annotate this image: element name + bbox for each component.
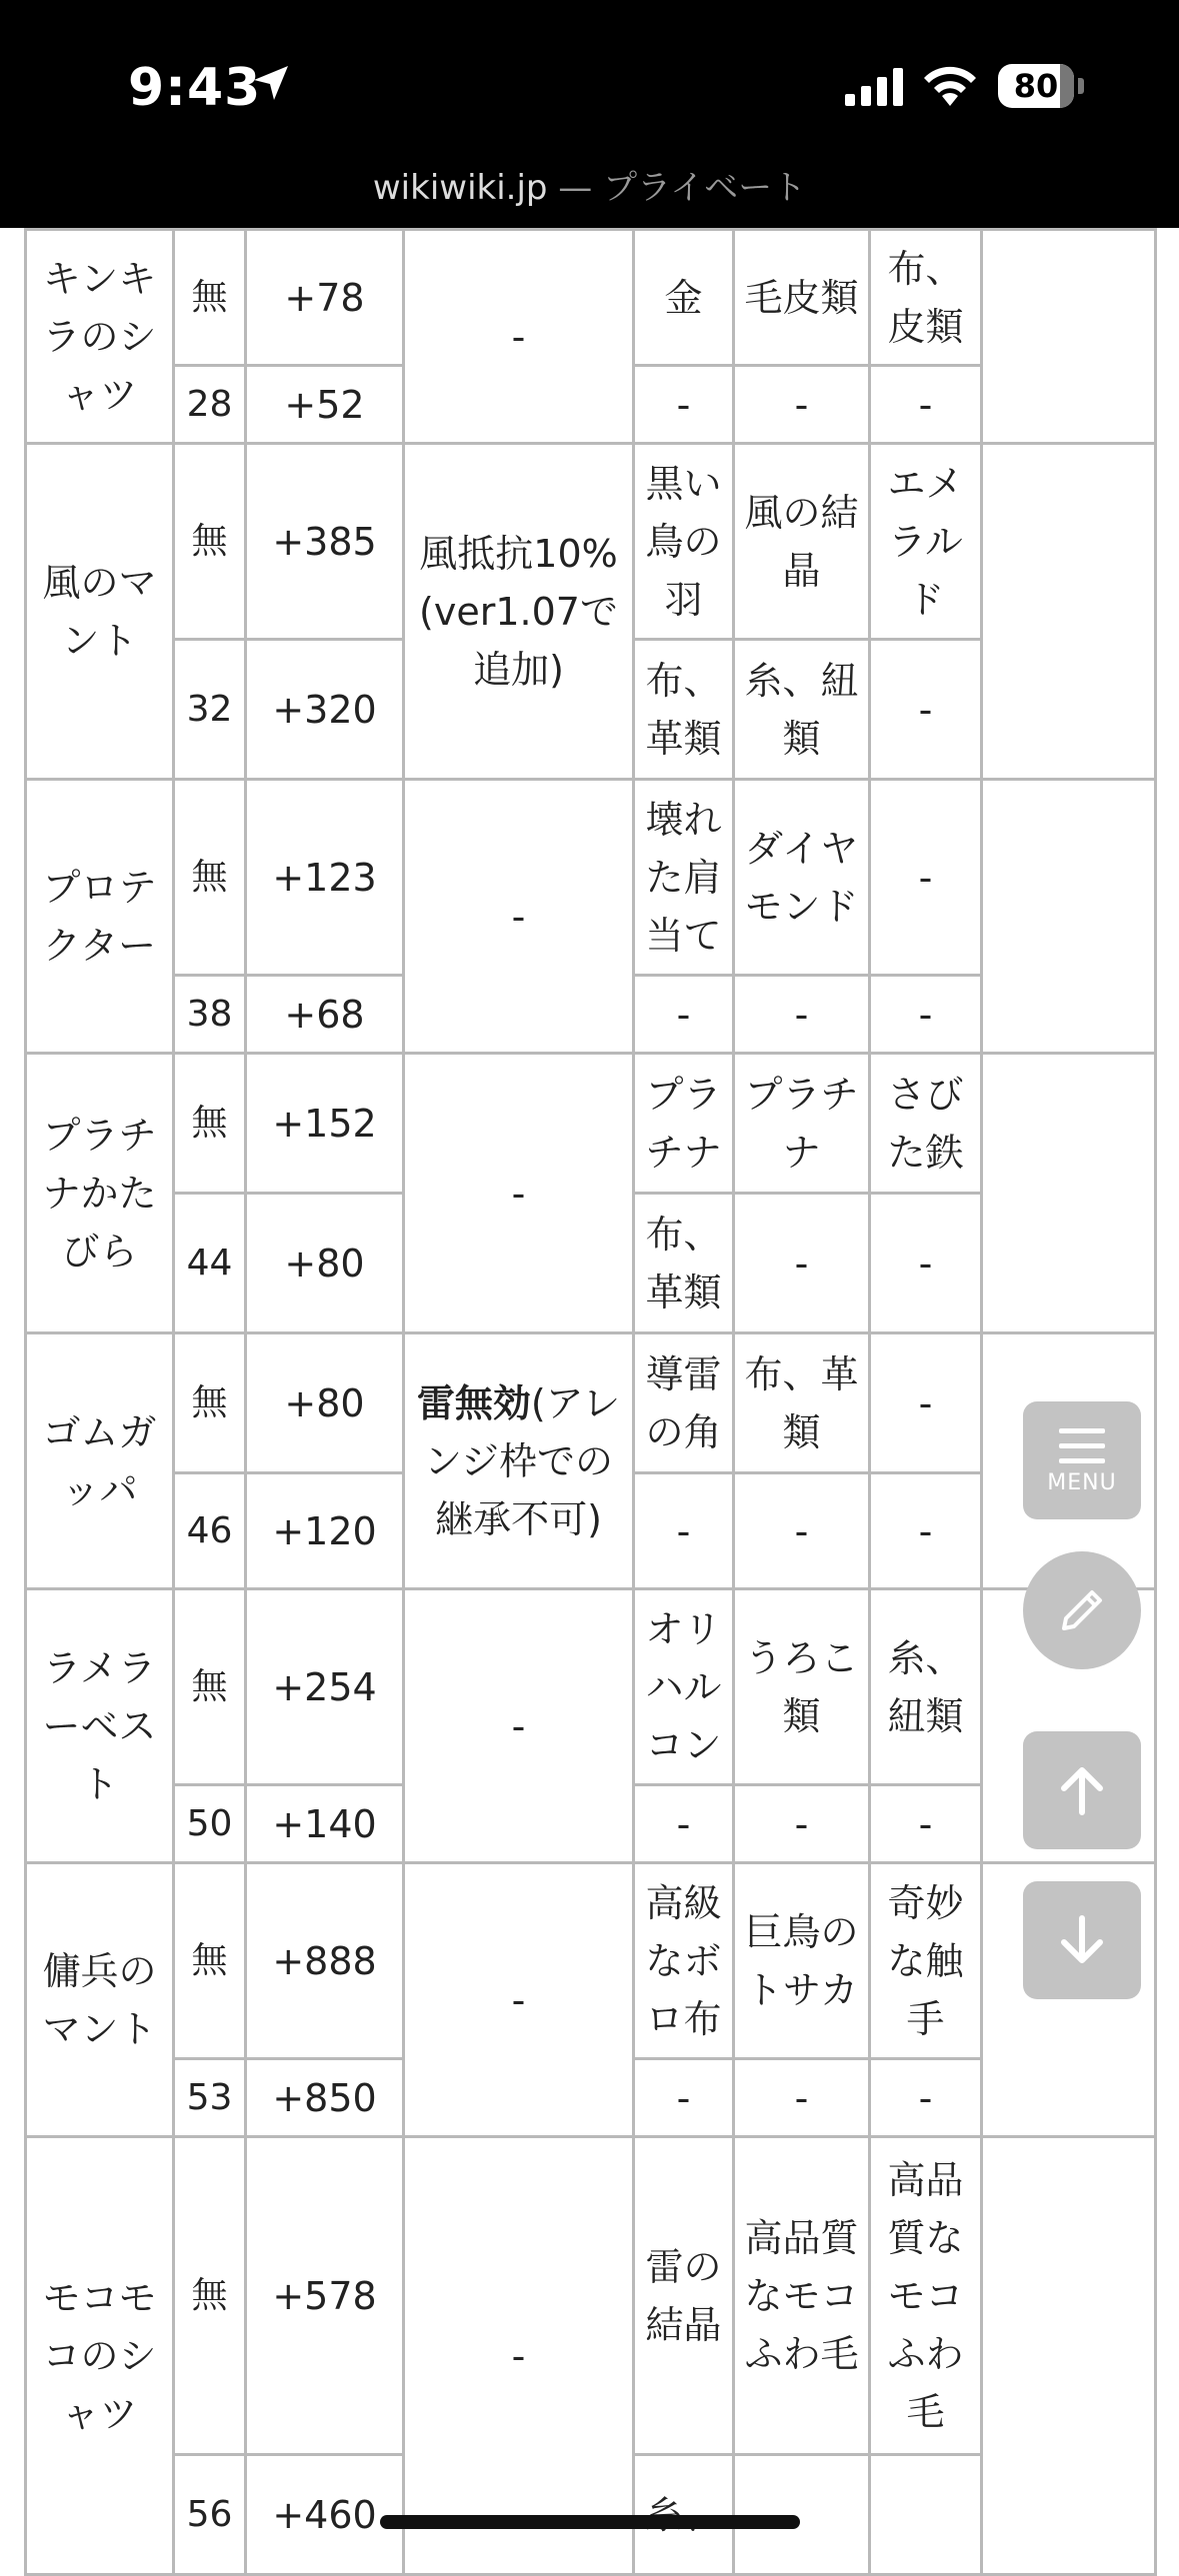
effect-text: (アレンジ枠での継承不可) — [423, 1380, 621, 1541]
material-cell: - — [870, 2059, 982, 2137]
scroll-down-button[interactable] — [1023, 1881, 1141, 1999]
battery-icon — [998, 64, 1074, 108]
material-cell: ダイヤモンド — [734, 780, 870, 976]
menu-label: MENU — [1047, 1469, 1117, 1495]
lock-value-cell: +385 — [246, 444, 404, 640]
material-cell: 糸、紐類 — [870, 1589, 982, 1785]
item-row-top — [26, 1589, 1156, 1785]
material-cell: 黒い鳥の羽 — [634, 444, 734, 640]
level-cell: 53 — [174, 2059, 246, 2137]
status-time: 9:43 — [128, 58, 262, 118]
effect-text: - — [511, 894, 526, 939]
material-cell: - — [870, 976, 982, 1054]
item-name-cell: 傭兵のマント — [26, 1863, 174, 2137]
item-name-cell: プラチナかたびら — [26, 1054, 174, 1333]
material-cell: さびた鉄 — [870, 1054, 982, 1194]
level-value-cell: +120 — [246, 1473, 404, 1589]
material-cell: - — [634, 2059, 734, 2137]
browser-url-bar[interactable]: wikiwiki.jp — プライベート — [372, 168, 807, 208]
item-row-top — [26, 2137, 1156, 2455]
material-cell: エメラルド — [870, 444, 982, 640]
material-cell: 風の結晶 — [734, 444, 870, 640]
hamburger-icon — [1059, 1426, 1105, 1466]
private-mode-label: プライベート — [603, 168, 807, 208]
lock-value-cell: +152 — [246, 1054, 404, 1194]
url-domain: wikiwiki.jp — [372, 168, 548, 208]
item-name-cell: モコモコのシャツ — [26, 2137, 174, 2575]
item-row-top — [26, 1333, 1156, 1473]
lock-value-cell: +888 — [246, 1863, 404, 2059]
material-cell: - — [734, 1194, 870, 1333]
level-cell: 56 — [174, 2455, 246, 2575]
level-value-cell: +140 — [246, 1785, 404, 1863]
effect-cell — [404, 1589, 634, 1863]
lock-cell: 無 — [174, 1333, 246, 1473]
material-cell: - — [870, 1785, 982, 1863]
level-cell: 46 — [174, 1473, 246, 1589]
effect-bold-text: 雷無効 — [416, 1380, 531, 1425]
material-cell: うろこ類 — [734, 1589, 870, 1785]
equipment-table — [24, 228, 1157, 2576]
lock-cell: 無 — [174, 444, 246, 640]
item-row-top — [26, 780, 1156, 976]
item-name-cell: ラメラーベスト — [26, 1589, 174, 1863]
pencil-icon — [1054, 1582, 1110, 1638]
material-cell: - — [870, 1333, 982, 1473]
effect-text: - — [511, 314, 526, 359]
material-cell: 巨鳥のトサカ — [734, 1863, 870, 2059]
lock-cell: 無 — [174, 1589, 246, 1785]
effect-text: - — [511, 1977, 526, 2022]
item-row-top — [26, 230, 1156, 366]
level-cell: 38 — [174, 976, 246, 1054]
lock-cell: 無 — [174, 780, 246, 976]
material-cell: 布、革類 — [634, 640, 734, 780]
material-cell: 雷の結晶 — [634, 2137, 734, 2455]
lock-cell: 無 — [174, 1863, 246, 2059]
cellular-signal-icon — [845, 68, 905, 106]
menu-button[interactable] — [1023, 1401, 1141, 1519]
effect-cell — [404, 1054, 634, 1333]
material-cell: 導雷の角 — [634, 1333, 734, 1473]
level-cell: 28 — [174, 366, 246, 444]
material-cell: 奇妙な触手 — [870, 1863, 982, 2059]
item-name-cell: プロテクター — [26, 780, 174, 1054]
level-value-cell: +52 — [246, 366, 404, 444]
level-cell: 32 — [174, 640, 246, 780]
effect-text: - — [511, 1171, 526, 1216]
effect-cell — [404, 1333, 634, 1589]
lock-cell: 無 — [174, 230, 246, 366]
effect-text: - — [511, 1703, 526, 1748]
item-row-top — [26, 1054, 1156, 1194]
lock-value-cell: +578 — [246, 2137, 404, 2455]
item-row-top — [26, 444, 1156, 640]
material-cell: オリハルコン — [634, 1589, 734, 1785]
edit-button[interactable] — [1023, 1551, 1141, 1669]
blank-cell — [982, 230, 1156, 444]
effect-cell — [404, 230, 634, 444]
material-cell: 布、革類 — [634, 1194, 734, 1333]
lock-value-cell: +254 — [246, 1589, 404, 1785]
blank-cell — [982, 2137, 1156, 2575]
item-name-cell: キンキラのシャツ — [26, 230, 174, 444]
effect-text: 風抵抗10%(ver1.07で追加) — [419, 531, 618, 692]
level-cell: 44 — [174, 1194, 246, 1333]
arrow-down-icon — [1058, 1914, 1106, 1966]
location-arrow-icon — [250, 62, 292, 104]
blank-cell — [982, 1054, 1156, 1333]
material-cell: 高品質なモコふわ毛 — [734, 2137, 870, 2455]
material-cell: - — [870, 780, 982, 976]
material-cell: - — [870, 1194, 982, 1333]
material-cell: - — [634, 1473, 734, 1589]
effect-cell — [404, 780, 634, 1054]
lock-value-cell: +78 — [246, 230, 404, 366]
level-value-cell: +320 — [246, 640, 404, 780]
material-cell: - — [634, 366, 734, 444]
material-cell — [870, 2455, 982, 2575]
lock-value-cell: +80 — [246, 1333, 404, 1473]
material-cell: 糸、紐類 — [734, 640, 870, 780]
level-value-cell: +850 — [246, 2059, 404, 2137]
material-cell: - — [870, 366, 982, 444]
effect-cell — [404, 1863, 634, 2137]
material-cell: - — [734, 366, 870, 444]
material-cell: 金 — [634, 230, 734, 366]
material-cell: - — [734, 1473, 870, 1589]
equipment-table-body — [26, 230, 1156, 2575]
lock-value-cell: +123 — [246, 780, 404, 976]
material-cell: - — [734, 2059, 870, 2137]
material-cell: 高品質なモコふわ毛 — [870, 2137, 982, 2455]
material-cell: 布、皮類 — [870, 230, 982, 366]
material-cell: プラチナ — [734, 1054, 870, 1194]
material-cell: - — [634, 976, 734, 1054]
material-cell: 毛皮類 — [734, 230, 870, 366]
blank-cell — [982, 780, 1156, 1054]
material-cell: プラチナ — [634, 1054, 734, 1194]
level-value-cell: +460 — [246, 2455, 404, 2575]
material-cell: 高級なボロ布 — [634, 1863, 734, 2059]
level-value-cell: +80 — [246, 1194, 404, 1333]
material-cell: - — [734, 1785, 870, 1863]
level-value-cell: +68 — [246, 976, 404, 1054]
battery-level: 80 — [1013, 67, 1059, 105]
material-cell: - — [634, 1785, 734, 1863]
equipment-table-container — [24, 228, 1154, 2576]
home-indicator[interactable] — [380, 2515, 800, 2529]
scroll-up-button[interactable] — [1023, 1731, 1141, 1849]
blank-cell — [982, 444, 1156, 780]
status-bar — [0, 0, 1179, 228]
lock-cell: 無 — [174, 1054, 246, 1194]
material-cell: - — [870, 640, 982, 780]
effect-cell — [404, 444, 634, 780]
arrow-up-icon — [1058, 1764, 1106, 1816]
item-name-cell: ゴムガッパ — [26, 1333, 174, 1589]
material-cell: 布、革類 — [734, 1333, 870, 1473]
item-name-cell: 風のマント — [26, 444, 174, 780]
level-cell: 50 — [174, 1785, 246, 1863]
effect-text: - — [511, 2333, 526, 2378]
item-row-top — [26, 1863, 1156, 2059]
material-cell: - — [870, 1473, 982, 1589]
effect-cell — [404, 2137, 634, 2575]
lock-cell: 無 — [174, 2137, 246, 2455]
wifi-icon — [922, 62, 978, 106]
material-cell: 壊れた肩当て — [634, 780, 734, 976]
material-cell: - — [734, 976, 870, 1054]
